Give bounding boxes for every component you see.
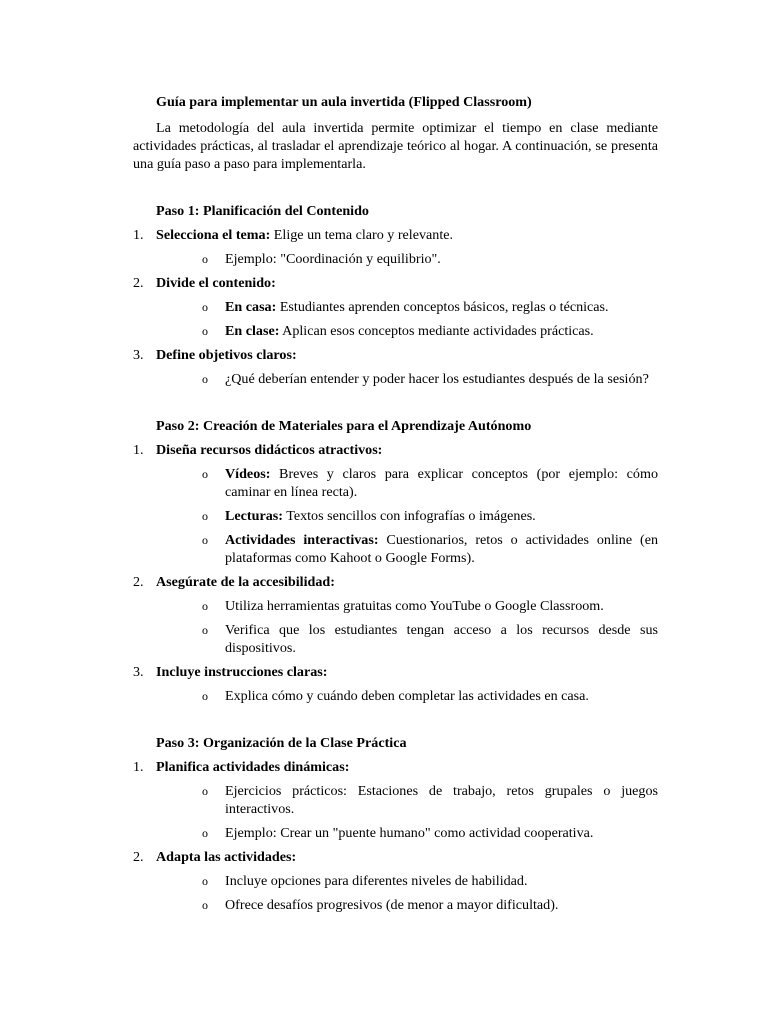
bullet-icon: o — [202, 252, 208, 266]
list-item — [133, 346, 658, 388]
list-item-label: Selecciona el tema: — [156, 227, 271, 243]
list-item — [133, 573, 658, 657]
sub-list-item — [156, 782, 658, 818]
list-item — [133, 226, 658, 268]
sub-item-text: Estudiantes aprenden conceptos básicos, reglas o técnicas. — [276, 299, 609, 315]
sub-item-text: Ejemplo: Crear un "puente humano" como actividad cooperativa. — [225, 825, 594, 841]
sub-item-label: Vídeos: — [225, 466, 271, 482]
steps-container — [133, 202, 658, 914]
sub-list-item — [156, 531, 658, 567]
sub-item-text: Utiliza herramientas gratuitas como YouTube o Google Classroom. — [225, 598, 604, 614]
sub-list-item — [156, 597, 658, 615]
sub-list-item — [156, 621, 658, 657]
list-item-label: Define objetivos claros: — [156, 347, 297, 363]
sub-item-label: En clase: — [225, 323, 280, 339]
step-title: Paso 3: Organización de la Clase Práctica — [156, 735, 407, 751]
bullet-icon: o — [202, 874, 208, 888]
sub-list — [156, 370, 658, 388]
list-item-label: Diseña recursos didácticos atractivos: — [156, 442, 383, 458]
sub-list — [156, 872, 658, 914]
list-item-number: 1. — [133, 442, 144, 458]
bullet-icon: o — [202, 623, 208, 637]
sub-item-text: Cuestionarios, retos o actividades online (en plataformas como Kahoot o Google Forms). — [225, 532, 658, 566]
list-item — [133, 848, 658, 914]
bullet-icon: o — [202, 826, 208, 840]
list-item-label: Asegúrate de la accesibilidad: — [156, 574, 335, 590]
sub-list-item — [156, 872, 658, 890]
bullet-icon: o — [202, 689, 208, 703]
list-item-label: Planifica actividades dinámicas: — [156, 759, 350, 775]
sub-item-label: En casa: — [225, 299, 277, 315]
sub-list-item — [156, 370, 658, 388]
sub-item-text: Ejercicios prácticos: Estaciones de trabajo, retos grupales o juegos interactivos. — [225, 783, 658, 817]
sub-list — [156, 782, 658, 842]
sub-list-item — [156, 824, 658, 842]
sub-list — [156, 597, 658, 657]
list-item — [133, 274, 658, 340]
bullet-icon: o — [202, 599, 208, 613]
sub-item-text: Incluye opciones para diferentes niveles de habilidad. — [225, 873, 528, 889]
bullet-icon: o — [202, 372, 208, 386]
sub-list-item — [156, 507, 658, 525]
sub-list — [156, 250, 658, 268]
sub-item-label: Actividades interactivas: — [225, 532, 379, 548]
sub-list-item — [156, 322, 658, 340]
bullet-icon: o — [202, 324, 208, 338]
sub-list — [156, 298, 658, 340]
sub-list-item — [156, 298, 658, 316]
list-item-number: 3. — [133, 664, 144, 680]
step-section — [133, 202, 658, 388]
list-item-label: Divide el contenido: — [156, 275, 276, 291]
list-item-label: Adapta las actividades: — [156, 849, 297, 865]
sub-item-text: ¿Qué deberían entender y poder hacer los estudiantes después de la sesión? — [225, 371, 649, 387]
bullet-icon: o — [202, 509, 208, 523]
list-item-number: 3. — [133, 347, 144, 363]
list-item-number: 2. — [133, 275, 144, 291]
bullet-icon: o — [202, 898, 208, 912]
step-section — [133, 734, 658, 914]
sub-item-text: Ofrece desafíos progresivos (de menor a mayor dificultad). — [225, 897, 559, 913]
sub-item-text: Aplican esos conceptos mediante actividades prácticas. — [279, 323, 594, 339]
step-title: Paso 2: Creación de Materiales para el Aprendizaje Autónomo — [156, 418, 532, 434]
list-item-number: 2. — [133, 574, 144, 590]
sub-item-text: Ejemplo: "Coordinación y equilibrio". — [225, 251, 441, 267]
list-item-label: Incluye instrucciones claras: — [156, 664, 328, 680]
sub-item-text: Textos sencillos con infografías o imágenes. — [282, 508, 536, 524]
list-item — [133, 441, 658, 567]
bullet-icon: o — [202, 533, 208, 547]
list-item — [133, 758, 658, 842]
sub-list-item — [156, 687, 658, 705]
sub-list — [156, 687, 658, 705]
bullet-icon: o — [202, 467, 208, 481]
bullet-icon: o — [202, 300, 208, 314]
sub-list-item — [156, 896, 658, 914]
sub-item-text: Explica cómo y cuándo deben completar las actividades en casa. — [225, 688, 589, 704]
sub-list — [156, 465, 658, 567]
list-item — [133, 663, 658, 705]
list-item-text: Elige un tema claro y relevante. — [270, 227, 454, 243]
sub-item-label: Lecturas: — [225, 508, 283, 524]
list-item-number: 2. — [133, 849, 144, 865]
intro-paragraph: La metodología del aula invertida permite optimizar el tiempo en clase mediante actividades prácticas, al trasladar el aprendizaje teórico al hogar. A continuación, se presenta una guía paso a paso para implementarla. — [133, 120, 658, 172]
list-item-number: 1. — [133, 759, 144, 775]
sub-list-item — [156, 465, 658, 501]
step-title: Paso 1: Planificación del Contenido — [156, 203, 369, 219]
document-title: Guía para implementar un aula invertida (Flipped Classroom) — [156, 94, 532, 110]
sub-list-item — [156, 250, 658, 268]
sub-item-text: Breves y claros para explicar conceptos (por ejemplo: cómo caminar en línea recta). — [225, 466, 658, 500]
step-section — [133, 417, 658, 705]
document-body — [133, 93, 658, 920]
bullet-icon: o — [202, 784, 208, 798]
sub-item-text: Verifica que los estudiantes tengan acceso a los recursos desde sus dispositivos. — [225, 622, 658, 656]
list-item-number: 1. — [133, 227, 144, 243]
